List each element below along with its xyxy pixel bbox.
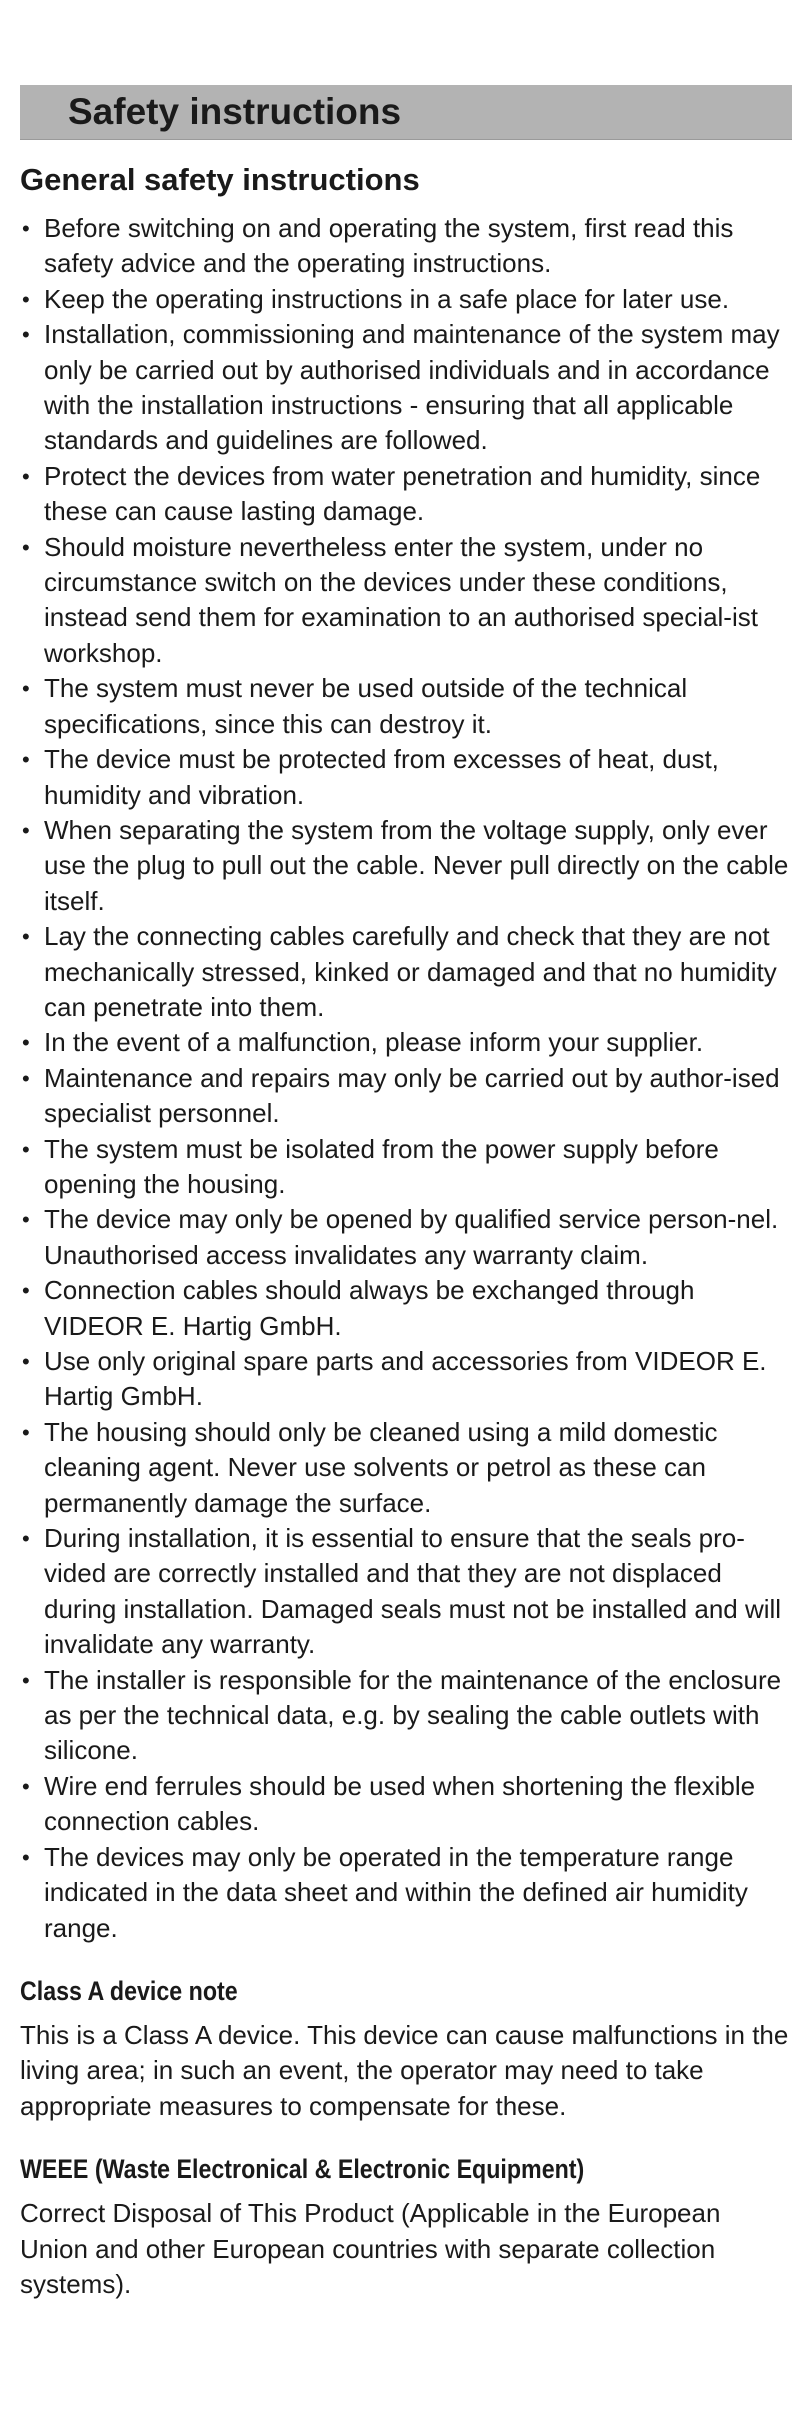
- list-item: [20, 211, 792, 282]
- list-item-text: Wire end ferrules should be used when shortening the flexible connection cables.: [44, 1770, 756, 1837]
- bullet-icon: •: [22, 676, 30, 702]
- bullet-icon: •: [22, 322, 30, 348]
- bullet-icon: •: [22, 1136, 30, 1162]
- bullet-icon: •: [22, 1030, 30, 1056]
- safety-instructions-list: [20, 211, 792, 1946]
- class-a-heading: Class A device note: [20, 1975, 238, 2006]
- bullet-icon: •: [22, 286, 30, 312]
- list-item: [20, 1061, 792, 1132]
- class-a-text: This is a Class A device. This device can cause malfunctions in the living area; in such an event, the operator may need to take appropriate measures to compensate for these.: [20, 2019, 789, 2121]
- list-item-text: Installation, commissioning and maintenance of the system may only be carried out by authorised individuals and in accordance with the installation instructions - ensuring that all applicable standards and guidelines are followed.: [44, 319, 780, 456]
- bullet-icon: •: [22, 1526, 30, 1552]
- list-item: [20, 813, 792, 919]
- list-item: [20, 1521, 792, 1663]
- bullet-icon: •: [22, 1207, 30, 1233]
- list-item: [20, 1202, 792, 1273]
- list-item-text: During installation, it is essential to ensure that the seals pro-vided are correctly installed and that they are not displaced during installation. Damaged seals must not be installed and will invalidate any warranty.: [44, 1523, 782, 1660]
- list-item-text: In the event of a malfunction, please inform your supplier.: [44, 1027, 704, 1058]
- document-page: [20, 85, 792, 2302]
- list-item-text: Maintenance and repairs may only be carried out by author-ised specialist personnel.: [44, 1062, 780, 1129]
- list-item-text: The system must never be used outside of the technical specifications, since this can destroy it.: [44, 673, 688, 739]
- bullet-icon: •: [22, 747, 30, 773]
- title-bar: [20, 85, 792, 140]
- bullet-icon: •: [22, 216, 30, 241]
- list-item: [20, 671, 792, 742]
- list-item: [20, 1840, 792, 1946]
- weee-text: Correct Disposal of This Product (Applicable in the European Union and other European countries with separate collection systems).: [20, 2198, 721, 2299]
- list-item-text: Keep the operating instructions in a safe place for later use.: [44, 283, 730, 314]
- list-item: [20, 919, 792, 1025]
- bullet-icon: •: [22, 924, 30, 950]
- list-item: [20, 1415, 792, 1521]
- list-item: [20, 1344, 792, 1415]
- bullet-icon: •: [22, 1065, 30, 1091]
- bullet-icon: •: [22, 1278, 30, 1304]
- list-item-text: Before switching on and operating the system, first read this safety advice and the operating instructions.: [44, 213, 734, 279]
- list-item: [20, 1132, 792, 1203]
- bullet-icon: •: [22, 1844, 30, 1870]
- list-item: [20, 1273, 792, 1344]
- list-item-text: Use only original spare parts and accessories from VIDEOR E. Hartig GmbH.: [44, 1346, 767, 1412]
- list-item-text: The devices may only be operated in the temperature range indicated in the data sheet and within the defined air humidity range.: [44, 1841, 748, 1943]
- list-item: [20, 1663, 792, 1769]
- list-item-text: The system must be isolated from the power supply before opening the housing.: [44, 1133, 719, 1199]
- list-item-text: The device may only be opened by qualified service person-nel. Unauthorised access invalidates any warranty claim.: [44, 1204, 779, 1270]
- list-item-text: Protect the devices from water penetration and humidity, since these can cause lasting damage.: [44, 460, 761, 527]
- list-item: [20, 530, 792, 672]
- list-item-text: The device must be protected from excesses of heat, dust, humidity and vibration.: [44, 744, 719, 810]
- bullet-icon: •: [22, 1667, 30, 1693]
- list-item: [20, 742, 792, 813]
- list-item-text: The installer is responsible for the maintenance of the enclosure as per the technical data, e.g. by sealing the cable outlets with silicone.: [44, 1664, 782, 1766]
- list-item: [20, 282, 792, 317]
- list-item-text: Connection cables should always be exchanged through VIDEOR E. Hartig GmbH.: [44, 1275, 695, 1341]
- bullet-icon: •: [22, 463, 30, 489]
- bullet-icon: •: [22, 1773, 30, 1799]
- weee-heading: WEEE (Waste Electronical & Electronic Equipment): [20, 2154, 585, 2185]
- bullet-icon: •: [22, 534, 30, 560]
- bullet-icon: •: [22, 1419, 30, 1445]
- list-item-text: Lay the connecting cables carefully and check that they are not mechanically stressed, kinked or damaged and that no humidity can penetrate into them.: [44, 921, 777, 1022]
- list-item: [20, 1025, 792, 1060]
- list-item-text: The housing should only be cleaned using a mild domestic cleaning agent. Never use solvents or petrol as these can permanently damage the surface.: [44, 1416, 718, 1518]
- page-title: Safety instructions: [68, 91, 402, 132]
- list-item: [20, 459, 792, 530]
- list-item: [20, 317, 792, 459]
- list-item-text: Should moisture nevertheless enter the system, under no circumstance switch on the devices under these conditions, instead send them for examination to an authorised special-ist workshop.: [44, 531, 758, 668]
- bullet-icon: •: [22, 817, 30, 843]
- bullet-icon: •: [22, 1349, 30, 1374]
- general-safety-heading: General safety instructions: [20, 162, 420, 197]
- list-item: [20, 1769, 792, 1840]
- list-item-text: When separating the system from the voltage supply, only ever use the plug to pull out the cable. Never pull directly on the cable itself.: [44, 814, 789, 916]
